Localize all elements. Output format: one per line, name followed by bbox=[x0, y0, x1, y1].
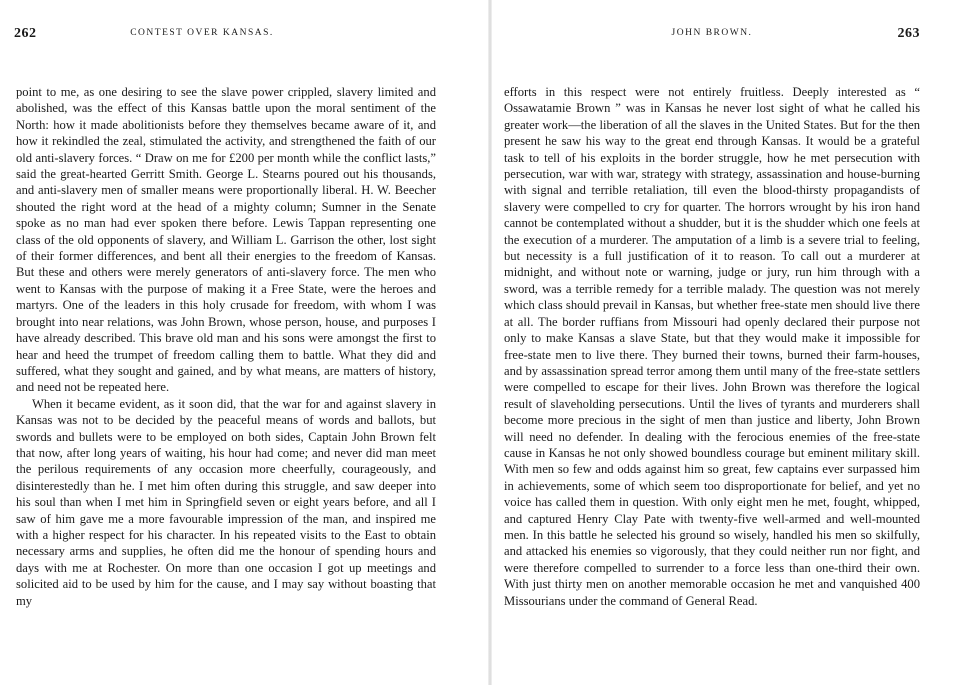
left-page-header bbox=[14, 26, 390, 52]
right-page-number: 263 bbox=[897, 26, 920, 41]
right-running-head: JOHN BROWN. bbox=[671, 28, 753, 38]
left-page-body bbox=[16, 56, 436, 609]
right-page-body bbox=[504, 56, 920, 609]
left-paragraph-2: When it became evident, as it soon did, that the war for and against slavery in Kansas was not to be decided by the peaceful means of words and ballots, but swords and bullets were to be employed on both sides, Captain John Brown felt that now, after long years of waiting, his hour had come; and never did man meet the perilous requirements of any occasion more cheerfully, courageously, and disinterestedly than he. I met him often during this struggle, and saw deeper into his soul than when I met him in Springfield seven or eight years before, and all I saw of him gave me a more favourable impression of the man, and inspired me with a higher respect for his character. In his repeated visits to the East to obtain necessary arms and supplies, he often did me the honour of spending hours and days with me at Rochester. On more than one occasion I got up meetings and solicited aid to be used by him for the cause, and I may say without boasting that my bbox=[16, 396, 436, 608]
right-paragraph-1: efforts in this respect were not entirely fruitless. Deeply interested as “ Ossawatamie Brown ” was in Kansas he never lost sight of what he called his greater work—the liberation of all the slaves in the United States. But for the then present he saw his way to the great end through Kansas. It would be a grateful task to tell of his exploits in the border struggle, how he met persecution with persecution, war with war, strategy with strategy, assassination and house-burning with signal and terrible retaliation, till even the blood-thirsty propagandists of slavery were compelled to cry for quarter. The horrors wrought by his iron hand cannot be contemplated without a shudder, but it is the shudder which one feels at the execution of a murderer. The amputation of a limb is a severe trial to feeling, but necessity is a full justification of it to reason. To call out a murderer at midnight, and without note or warning, judge or jury, run him through with a sword, was a terrible remedy for a terrible malady. The question was not merely which class should prevail in Kansas, but whether free-state men should live there at all. The border ruffians from Missouri had openly declared their purpose not only to make Kansas a slave State, but that they would make it impossible for free-state men to live there. They burned their towns, burned their farm-houses, and by assassination spread terror among them until many of the free-state settlers were compelled to escape for their lives. John Brown was therefore the logical result of slaveholding persecutions. Until the lives of tyrants and murderers shall become more precious in the sight of men than justice and liberty, John Brown will need no defender. In dealing with the ferocious enemies of the free-state cause in Kansas he not only showed boundless courage but eminent military skill. With men so few and odds against him so great, few captains ever surpassed him in achievements, some of which seem too disproportionate for belief, and yet no voice has called them in question. With only eight men he met, fought, whipped, and captured Henry Clay Pate with twenty-five well-armed and well-mounted men. In this battle he selected his ground so wisely, handled his men so skilfully, and attacked his enemies so vigorously, that they could neither run nor fight, and were therefore compelled to surrender to a force less than one-third their own. With just thirty men on another memorable occasion he met and vanquished 400 Missourians under the command of General Read. bbox=[504, 85, 920, 608]
right-page-header bbox=[504, 26, 920, 52]
left-page-number: 262 bbox=[14, 26, 37, 41]
left-running-head: CONTEST OVER KANSAS. bbox=[130, 28, 274, 38]
right-page bbox=[490, 0, 980, 685]
left-paragraph-1: point to me, as one desiring to see the slave power crippled, slavery limited and abolished, was the effect of this Kansas battle upon the moral sentiment of the North: how it made abolitionists before they themselves became aware of it, and how it rekindled the zeal, stimulated the activity, and strengthened the faith of our old anti-slavery forces. “ Draw on me for £200 per month while the conflict lasts,” said the great-hearted Gerritt Smith. George L. Stearns poured out his thousands, and anti-slavery men of smaller means were proportionally liberal. H. W. Beecher shouted the right word at the head of a mighty column; Sumner in the Senate spoke as no man had ever spoken there before. Lewis Tappan representing one class of the old opponents of slavery, and William L. Garrison the other, lost sight of their former differences, and bent all their energies to the freedom of Kansas. But these and others were merely generators of anti-slavery force. The men who went to Kansas with the purpose of making it a Free State, were the heroes and martyrs. One of the leaders in this holy crusade for freedom, with whom I was brought into near relations, was John Brown, whose person, house, and purposes I have already described. This brave old man and his sons were amongst the first to hear and heed the trumpet of freedom calling them to battle. What they did and suffered, what they sought and gained, and by what means, are matters of history, and need not be repeated here. bbox=[16, 85, 436, 395]
